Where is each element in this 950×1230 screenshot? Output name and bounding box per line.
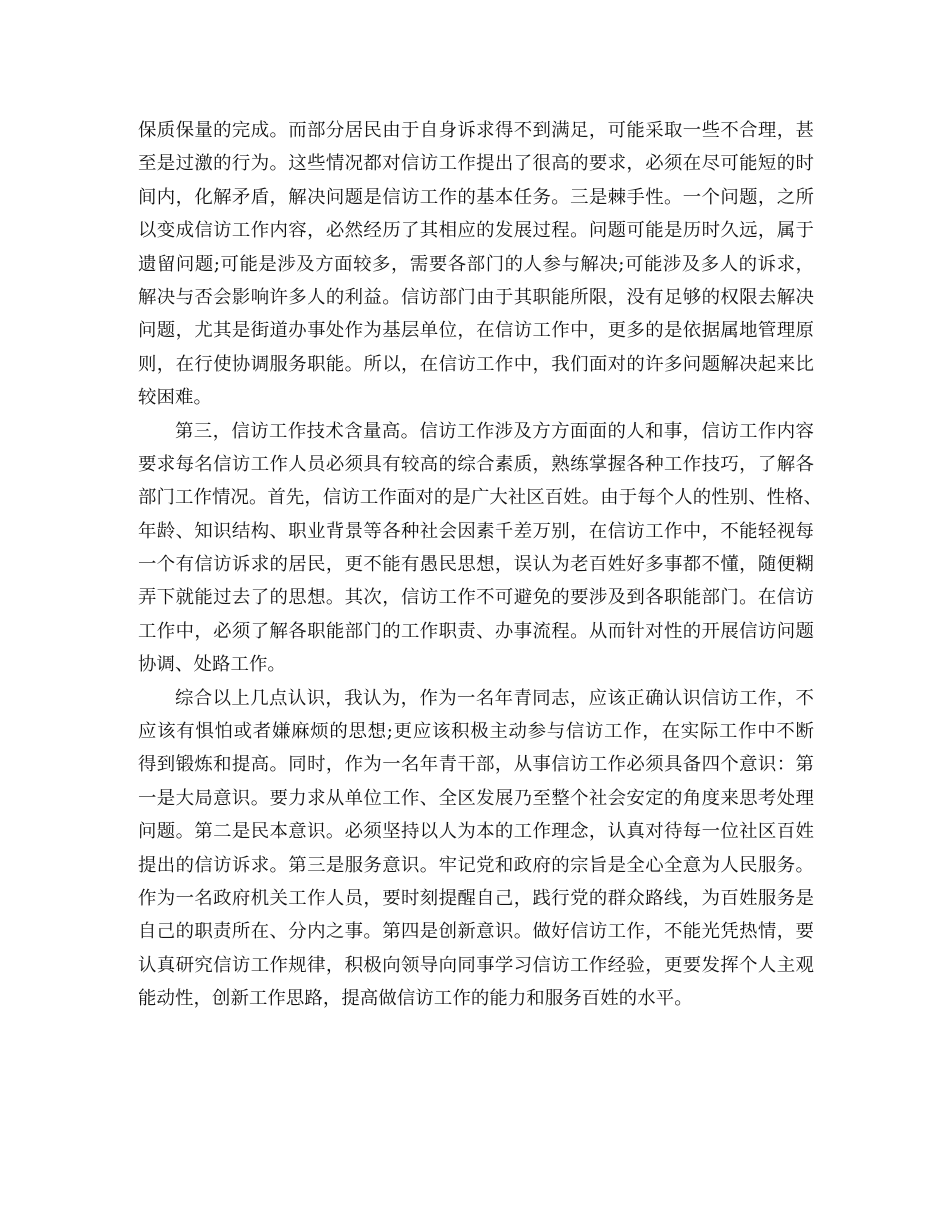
text-line: 提出的信访诉求。第三是服务意识。牢记党和政府的宗旨是全心全意为人民服务。 [138,854,814,876]
text-line: 要求每名信访工作人员必须具有较高的综合素质，熟练掌握各种工作技巧，了解各 [138,453,814,475]
text-line: 遗留问题;可能是涉及方面较多，需要各部门的人参与解决;可能涉及多人的诉求， [138,253,814,275]
text-line: 应该有惧怕或者嫌麻烦的思想;更应该积极主动参与信访工作，在实际工作中不断 [138,721,814,743]
text-line: 能动性，创新工作思路，提高做信访工作的能力和服务百姓的水平。 [138,988,693,1010]
text-line: 工作中，必须了解各职能部门的工作职责、办事流程。从而针对性的开展信访问题 [138,620,814,642]
text-line: 一个有信访诉求的居民，更不能有愚民思想，误认为老百姓好多事都不懂，随便糊 [138,554,814,576]
text-line: 解决与否会影响许多人的利益。信访部门由于其职能所限，没有足够的权限去解决 [138,286,814,308]
document-body [138,114,823,1016]
text-line: 作为一名政府机关工作人员，要时刻提醒自己，践行党的群众路线，为百姓服务是 [138,887,814,909]
text-line: 一是大局意识。要力求从单位工作、全区发展乃至整个社会安定的角度来思考处理 [138,787,814,809]
text-line: 认真研究信访工作规律，积极向领导向同事学习信访工作经验，更要发挥个人主观 [138,954,814,976]
text-line: 至是过激的行为。这些情况都对信访工作提出了很高的要求，必须在尽可能短的时 [138,153,814,175]
text-line: 年龄、知识结构、职业背景等各种社会因素千差万别，在信访工作中，不能轻视每 [138,520,814,542]
paragraph-3 [138,682,814,1016]
paragraph-2 [138,415,823,682]
text-line: 弄下就能过去了的思想。其次，信访工作不可避免的要涉及到各职能部门。在信访 [138,587,814,609]
text-line: 问题。第二是民本意识。必须坚持以人为本的工作理念，认真对待每一位社区百姓 [138,821,814,843]
text-line: 得到锻炼和提高。同时，作为一名年青干部，从事信访工作必须具备四个意识：第 [138,754,814,776]
text-line: 间内，化解矛盾，解决问题是信访工作的基本任务。三是棘手性。一个问题，之所 [138,186,814,208]
paragraph-1 [138,114,814,415]
text-line: 综合以上几点认识，我认为，作为一名年青同志，应该正确认识信访工作，不 [175,687,814,709]
text-line: 则，在行使协调服务职能。所以，在信访工作中，我们面对的许多问题解决起来比 [138,353,814,375]
text-line: 协调、处路工作。 [138,654,286,676]
text-line: 问题，尤其是街道办事处作为基层单位，在信访工作中，更多的是依据属地管理原 [138,320,814,342]
text-line: 保质保量的完成。而部分居民由于自身诉求得不到满足，可能采取一些不合理，甚 [138,120,814,141]
text-line: 第三，信访工作技术含量高。信访工作涉及方方面面的人和事，信访工作内容 [175,420,814,442]
text-line: 以变成信访工作内容，必然经历了其相应的发展过程。问题可能是历时久远，属于 [138,220,814,242]
text-line: 部门工作情况。首先，信访工作面对的是广大社区百姓。由于每个人的性别、性格、 [138,487,823,509]
text-line: 较困难。 [138,387,212,409]
text-line: 自己的职责所在、分内之事。第四是创新意识。做好信访工作，不能光凭热情，要 [138,921,814,943]
